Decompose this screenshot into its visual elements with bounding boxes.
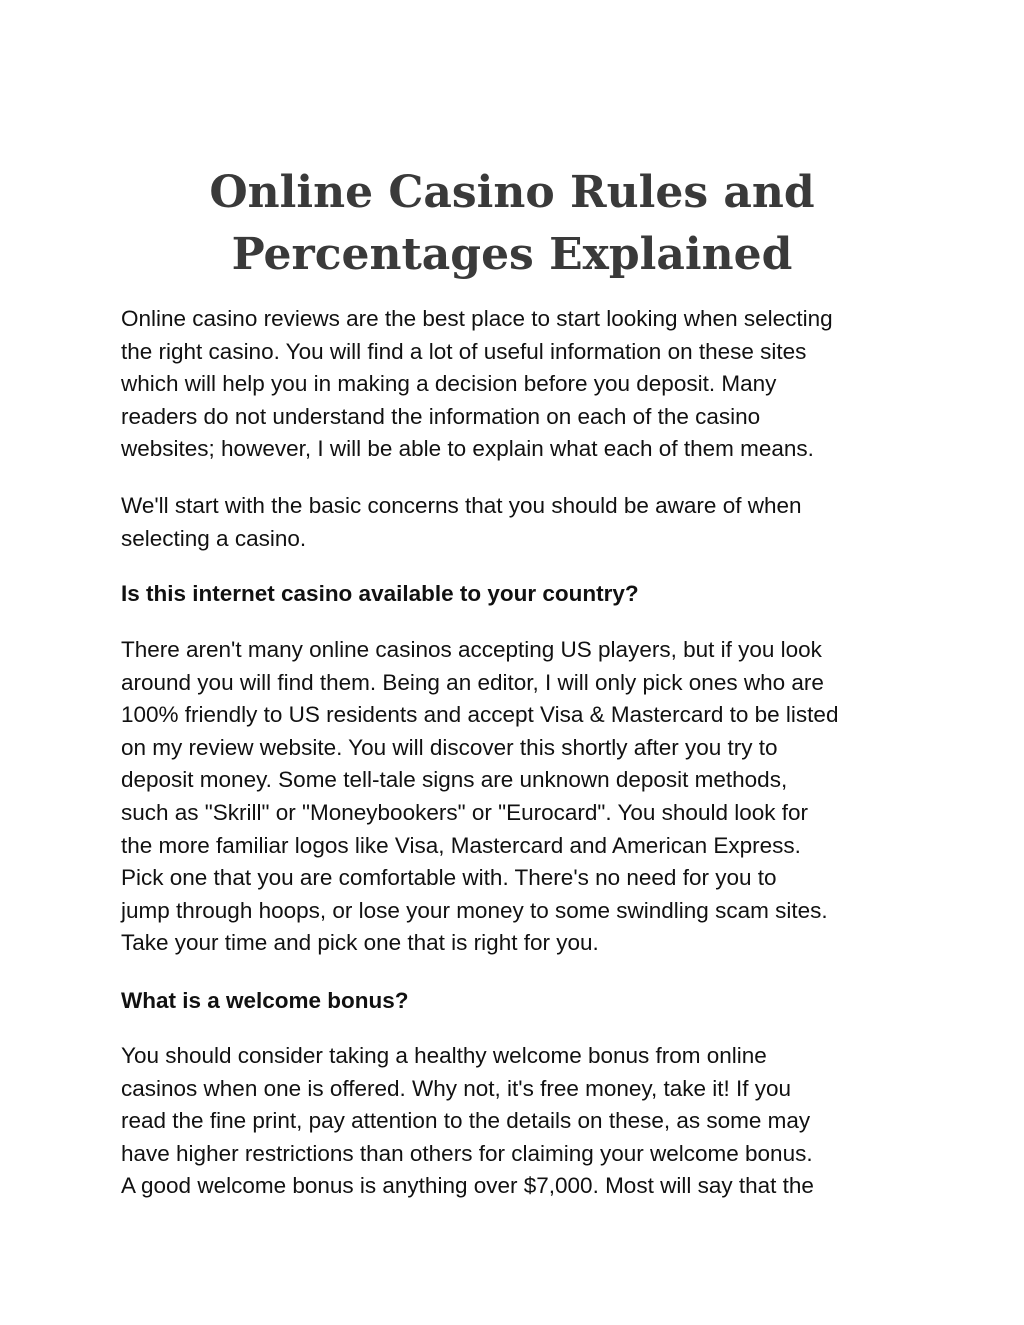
- text-line: websites; however, I will be able to explain what each of them means.: [121, 436, 814, 462]
- text-line: We'll start with the basic concerns that you should be aware of when: [121, 493, 802, 518]
- title-line: Online Casino Rules and: [209, 167, 815, 218]
- bonus-paragraph: [121, 1040, 911, 1203]
- text-line: around you will find them. Being an editor, I will only pick ones who are: [121, 669, 824, 695]
- text-line: You should consider taking a healthy welcome bonus from online: [121, 1043, 767, 1068]
- text-line: Online casino reviews are the best place to start looking when selecting: [121, 306, 833, 331]
- text-line: A good welcome bonus is anything over $7,000. Most will say that the: [121, 1173, 814, 1199]
- text-line: Take your time and pick one that is right for you.: [121, 930, 599, 956]
- text-line: Pick one that you are comfortable with. There's no need for you to: [121, 865, 777, 891]
- text-line: such as "Skrill" or "Moneybookers" or "Eurocard". You should look for: [121, 799, 809, 825]
- text-line: deposit money. Some tell-tale signs are unknown deposit methods,: [121, 767, 788, 793]
- text-line: selecting a casino.: [121, 525, 307, 551]
- heading-text: What is a welcome bonus?: [121, 988, 409, 1013]
- text-line: read the fine print, pay attention to the details on these, as some may: [121, 1108, 811, 1134]
- text-line: on my review website. You will discover this shortly after you try to: [121, 734, 778, 760]
- section-heading-country: [121, 578, 911, 611]
- heading-text: Is this internet casino available to your country?: [121, 581, 639, 606]
- title-line: Percentages Explained: [231, 229, 793, 280]
- intro-paragraph: [121, 303, 911, 466]
- text-line: the right casino. You will find a lot of useful information on these sites: [121, 338, 807, 364]
- country-paragraph: [121, 634, 911, 960]
- text-line: jump through hoops, or lose your money to some swindling scam sites.: [121, 897, 828, 923]
- concerns-paragraph: [121, 490, 911, 555]
- text-line: There aren't many online casinos accepting US players, but if you look: [121, 637, 822, 662]
- section-heading-bonus: [121, 985, 911, 1018]
- text-line: readers do not understand the information on each of the casino: [121, 403, 761, 429]
- text-line: 100% friendly to US residents and accept Visa & Mastercard to be listed: [121, 702, 839, 728]
- text-line: the more familiar logos like Visa, Mastercard and American Express.: [121, 832, 801, 858]
- page-title: [0, 162, 1024, 286]
- text-line: casinos when one is offered. Why not, it's free money, take it! If you: [121, 1075, 792, 1101]
- text-line: which will help you in making a decision before you deposit. Many: [121, 371, 777, 397]
- text-line: have higher restrictions than others for claiming your welcome bonus.: [121, 1140, 813, 1166]
